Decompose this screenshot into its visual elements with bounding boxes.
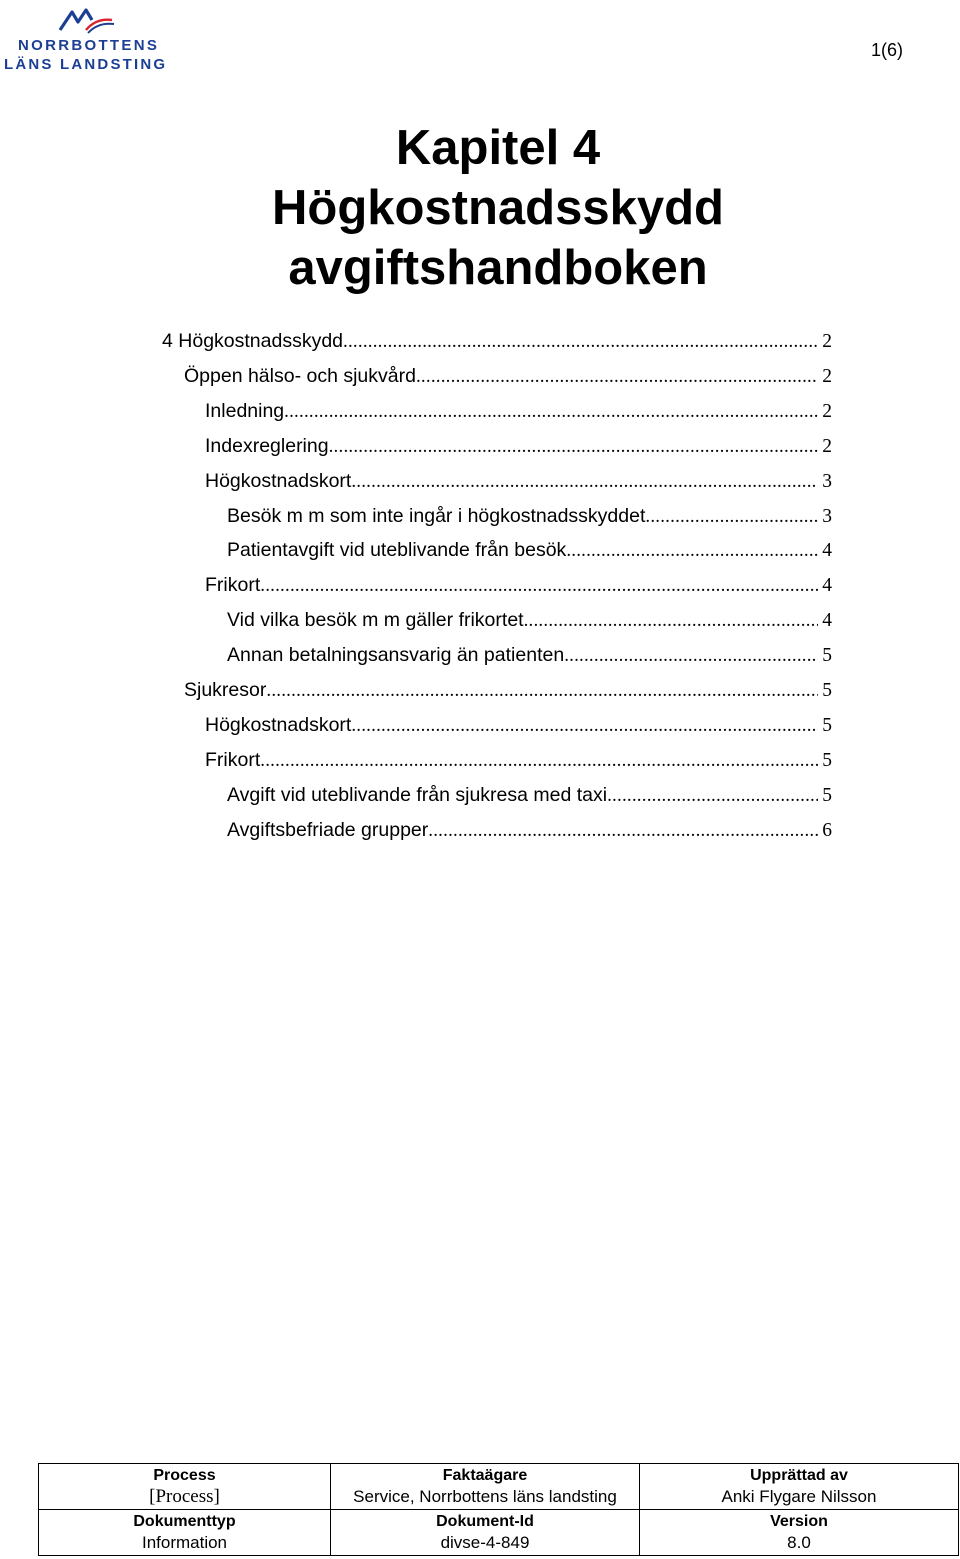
toc-dot-leader: [351, 712, 818, 740]
doctype-cell: [39, 1510, 331, 1556]
toc-entry-label: 4 Högkostnadsskydd: [162, 330, 344, 352]
toc-entry[interactable]: [205, 432, 832, 460]
toc-entry-page: 5: [822, 749, 832, 771]
toc-entry[interactable]: [205, 571, 832, 599]
author-value: Anki Flygare Nilsson: [721, 1487, 877, 1506]
toc-entry[interactable]: [227, 536, 832, 564]
toc-dot-leader: [428, 817, 818, 845]
toc-entry-label: Annan betalningsansvarig än patienten: [227, 644, 565, 667]
toc-entry-page: 5: [822, 645, 832, 667]
toc-entry-label: Frikort: [205, 574, 261, 597]
toc-entry-page: 2: [822, 331, 832, 352]
toc-dot-leader: [645, 503, 818, 531]
toc-dot-leader: [260, 747, 818, 775]
title-line-2: Högkostnadsskydd: [272, 181, 724, 235]
toc-dot-leader: [607, 782, 818, 810]
toc-entry[interactable]: [184, 362, 832, 390]
author-label: Upprättad av: [750, 1467, 848, 1484]
toc-entry-page: 3: [822, 470, 832, 492]
toc-entry[interactable]: [227, 816, 832, 844]
toc-entry-page: 5: [822, 680, 832, 701]
document-title: [0, 118, 960, 298]
toc-entry-label: Inledning: [205, 399, 285, 422]
toc-entry-label: Vid vilka besök m m gäller frikortet: [227, 609, 524, 632]
toc-entry-page: 2: [822, 400, 832, 422]
toc-entry-page: 6: [822, 819, 832, 841]
page-number: 1(6): [870, 40, 903, 60]
docid-value: divse-4-849: [440, 1533, 530, 1552]
owner-cell: [331, 1464, 640, 1510]
doctype-label: Dokumenttyp: [133, 1513, 236, 1530]
toc-entry-page: 2: [822, 435, 832, 457]
toc-entry[interactable]: [227, 502, 832, 530]
toc-entry[interactable]: [162, 327, 832, 355]
toc-entry-label: Besök m m som inte ingår i högkostnadsskyddet: [227, 504, 646, 527]
toc-entry-label: Sjukresor: [184, 679, 267, 701]
toc-entry[interactable]: [227, 641, 832, 669]
toc-entry-page: 2: [822, 365, 832, 387]
toc-dot-leader: [351, 468, 818, 496]
toc-entry-label: Öppen hälso- och sjukvård: [184, 364, 416, 387]
author-cell: [640, 1464, 959, 1510]
version-cell: [640, 1510, 959, 1556]
toc-entry-page: 5: [822, 714, 832, 736]
logo-mark-icon: [56, 6, 116, 34]
toc-entry[interactable]: [227, 781, 832, 809]
toc-dot-leader: [564, 642, 818, 670]
process-cell: [39, 1464, 331, 1510]
toc-entry-page: 3: [822, 505, 832, 527]
process-label: Process: [153, 1467, 216, 1484]
toc-entry-label: Högkostnadskort: [205, 469, 352, 492]
toc-entry-label: Indexreglering: [205, 434, 329, 457]
toc-dot-leader: [524, 607, 819, 635]
toc-dot-leader: [284, 398, 818, 426]
toc-entry-label: Frikort: [205, 748, 261, 771]
organization-logo: [4, 6, 174, 73]
doctype-value: Information: [141, 1533, 228, 1552]
process-value: [Process]: [149, 1486, 220, 1507]
logo-text-line2: LÄNS LANDSTING: [4, 56, 168, 73]
version-value: 8.0: [787, 1533, 811, 1552]
title-line-1: Kapitel 4: [395, 121, 601, 175]
toc-dot-leader: [329, 433, 819, 461]
toc-entry-page: 4: [822, 610, 832, 632]
owner-value: Service, Norrbottens läns landsting: [353, 1487, 617, 1506]
docid-cell: [331, 1510, 640, 1556]
document-info-table: [38, 1463, 959, 1556]
toc-entry-label: Avgiftsbefriade grupper: [227, 818, 429, 841]
toc-entry[interactable]: [205, 467, 832, 495]
toc-entry-label: Avgift vid uteblivande från sjukresa med taxi: [227, 783, 608, 806]
toc-entry-page: 5: [822, 784, 832, 806]
version-label: Version: [770, 1513, 828, 1530]
toc-entry-label: Patientavgift vid uteblivande från besök: [227, 539, 567, 562]
toc-entry[interactable]: [205, 711, 832, 739]
toc-dot-leader: [266, 677, 818, 705]
toc-entry[interactable]: [205, 397, 832, 425]
toc-dot-leader: [343, 328, 818, 356]
owner-label: Faktaägare: [442, 1467, 528, 1484]
toc-dot-leader: [260, 572, 818, 600]
title-line-3: avgiftshandboken: [288, 241, 708, 295]
toc-entry[interactable]: [227, 606, 832, 634]
toc-dot-leader: [416, 363, 818, 391]
toc-entry[interactable]: [205, 746, 832, 774]
toc-entry[interactable]: [184, 676, 832, 704]
logo-text-line1: NORRBOTTENS: [18, 37, 160, 54]
toc-entry-page: 4: [822, 575, 832, 597]
toc-entry-page: 4: [822, 540, 832, 562]
toc-entry-label: Högkostnadskort: [205, 713, 352, 736]
docid-label: Dokument-Id: [436, 1513, 534, 1530]
toc-dot-leader: [566, 537, 818, 565]
